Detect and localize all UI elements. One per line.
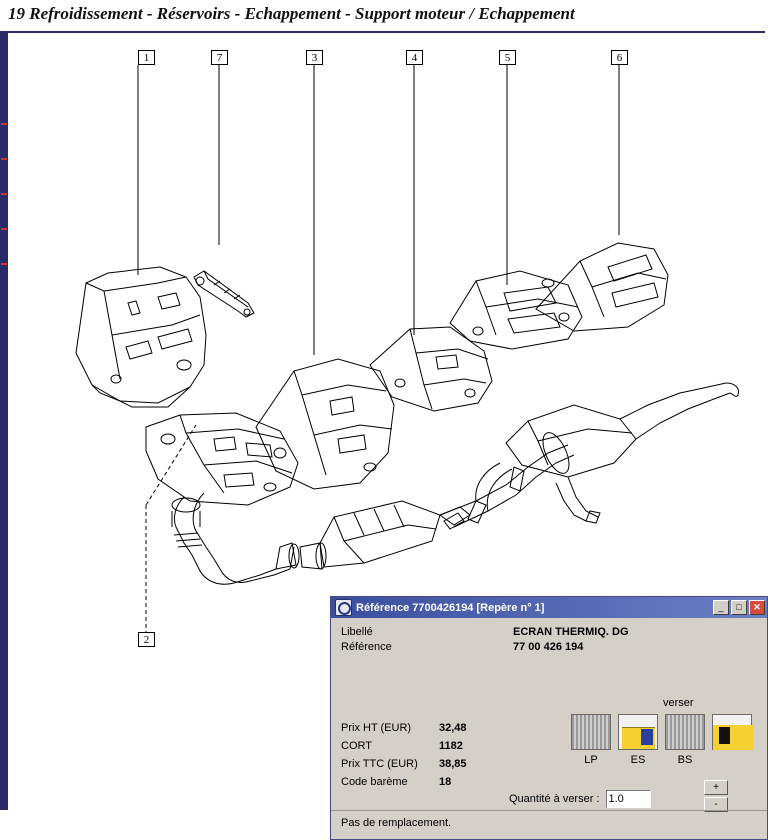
callout-2[interactable]: 2 [138, 632, 155, 647]
maximize-button[interactable] [731, 600, 747, 615]
code-bareme-label: Code barème [341, 776, 408, 788]
quantity-row [509, 790, 651, 808]
exploded-view-canvas[interactable] [8, 35, 765, 829]
dialog-separator [331, 810, 767, 811]
dialog-title: Référence 7700426194 [Repère n° 1] [356, 601, 545, 614]
rail-tick [1, 193, 7, 195]
callout-7[interactable]: 7 [211, 50, 228, 65]
heat-shield-4 [370, 327, 492, 411]
price-ht-label: Prix HT (EUR) [341, 722, 412, 734]
quantity-label: Quantité à verser : [509, 793, 600, 805]
price-ht-row [341, 722, 541, 734]
rail-tick [1, 263, 7, 265]
field-reference-value: 77 00 426 194 [513, 641, 584, 653]
heat-shield-2 [146, 413, 298, 505]
heat-shield-1 [76, 267, 206, 407]
quantity-input[interactable] [606, 790, 651, 808]
callout-4[interactable]: 4 [406, 50, 423, 65]
cort-value: 1182 [439, 740, 463, 752]
heat-shield-5 [450, 271, 582, 349]
catalytic-converter [320, 501, 470, 567]
page-title-bar [0, 0, 765, 33]
caption-bs: BS [677, 754, 693, 766]
bs-alt-doc-icon[interactable] [712, 714, 752, 750]
close-button[interactable] [749, 600, 765, 615]
part-reference-icon [335, 599, 352, 616]
quantity-decrement-button[interactable]: - [704, 797, 728, 812]
close-icon: ✕ [753, 602, 761, 612]
price-block [341, 722, 541, 794]
rail-tick [1, 123, 7, 125]
price-ttc-row [341, 758, 541, 770]
price-ttc-label: Prix TTC (EUR) [341, 758, 418, 770]
field-reference [341, 641, 757, 653]
part-info-rows [341, 626, 757, 653]
code-bareme-row [341, 776, 541, 788]
field-libelle [341, 626, 757, 638]
caption-lp: LP [584, 754, 598, 766]
cort-label: CORT [341, 740, 372, 752]
rail-tick [1, 228, 7, 230]
field-libelle-label: Libellé [341, 626, 373, 638]
callout-5[interactable]: 5 [499, 50, 516, 65]
bs-doc-icon[interactable] [665, 714, 705, 750]
field-reference-label: Référence [341, 641, 392, 653]
part-detail-dialog[interactable] [330, 596, 768, 840]
field-libelle-value: ECRAN THERMIQ. DG [513, 626, 629, 638]
dialog-body [331, 618, 767, 839]
left-rail [0, 33, 8, 810]
dialog-title-bar[interactable] [331, 597, 767, 618]
document-icon-strip [571, 714, 752, 750]
heat-shield-3 [256, 359, 394, 489]
rail-tick [1, 158, 7, 160]
price-ht-value: 32,48 [439, 722, 467, 734]
callout-3[interactable]: 3 [306, 50, 323, 65]
caption-es: ES [630, 754, 646, 766]
page-title: 19 Refroidissement - Réservoirs - Echappement - Support moteur / Echappement [8, 4, 575, 23]
price-ttc-value: 38,85 [439, 758, 467, 770]
downpipe [172, 493, 326, 584]
verser-label: verser [663, 697, 694, 709]
lp-doc-icon[interactable] [571, 714, 611, 750]
callout-1[interactable]: 1 [138, 50, 155, 65]
document-icon-captions [571, 754, 705, 766]
minimize-button[interactable] [713, 600, 729, 615]
es-doc-icon[interactable] [618, 714, 658, 750]
code-bareme-value: 18 [439, 776, 452, 788]
quantity-increment-button[interactable]: + [704, 780, 728, 795]
callout-6[interactable]: 6 [611, 50, 628, 65]
bracket-7 [194, 271, 254, 317]
replacement-note: Pas de remplacement. [341, 817, 452, 829]
maximize-glyph: □ [736, 602, 742, 612]
quantity-stepper[interactable] [704, 780, 728, 812]
minimize-glyph: _ [718, 602, 724, 612]
cort-row [341, 740, 541, 752]
